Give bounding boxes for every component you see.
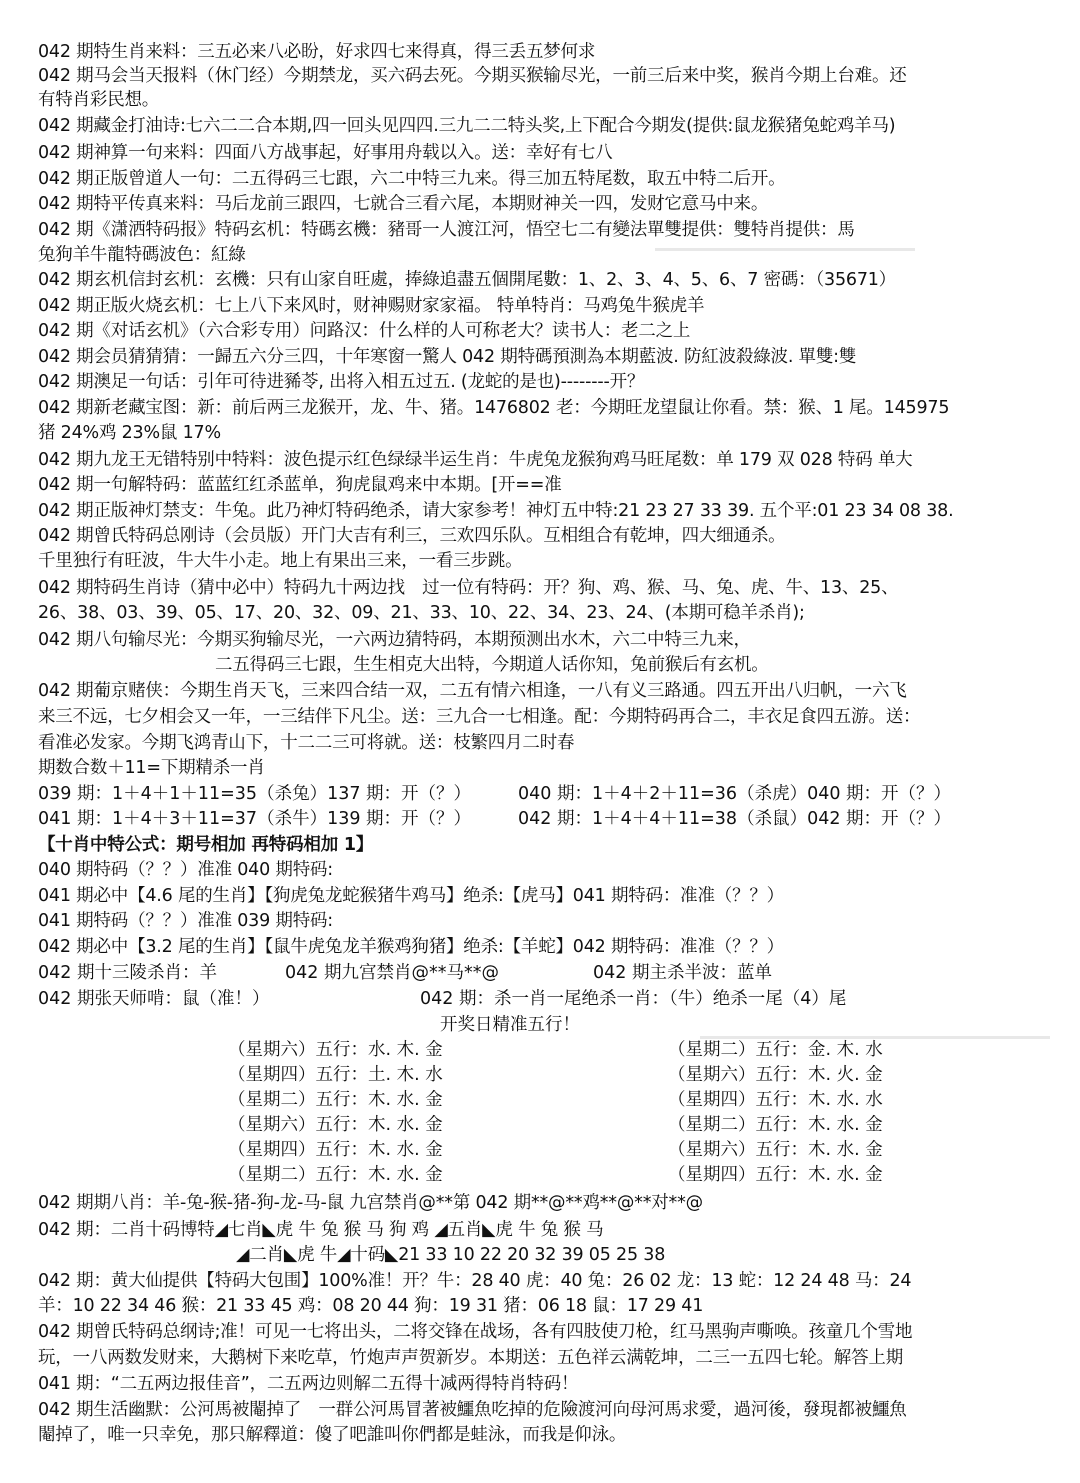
text-line: 042 期八句输尽光：今期买狗输尽光，一六两边猜特码，本期预测出水木，六二中特三九来， bbox=[38, 630, 751, 650]
calc-left: 039 期：1＋4＋1＋11=35（杀兔）137 期：开（？） bbox=[38, 784, 472, 804]
wuxing-right-row: （星期六）五行：木. 水. 金 bbox=[668, 1140, 883, 1160]
wuxing-right-row: （星期四）五行：木. 水. 金 bbox=[668, 1165, 883, 1185]
text-line: 042 期《潇洒特码报》特码玄机：特碼玄機：豬哥一人渡江河，悟空七二有變法單雙提供：雙特肖提供：馬 bbox=[38, 220, 855, 240]
text-line: 26、38、03、39、05、17、20、32、09、21、33、10、22、34、23、24、(本期可稳羊杀肖); bbox=[38, 603, 805, 623]
text-line: ◢二肖◣虎 牛◢十码◣21 33 10 22 20 32 39 05 25 38 bbox=[236, 1245, 666, 1265]
text-line: 兔狗羊牛龍特碼波色：紅綠 bbox=[38, 245, 246, 265]
text-line: 042 期会员猜猜猜：一歸五六分三四，十年寒窗一驚人 042 期特碼預測為本期藍波. 防紅波殺綠波. 單雙:雙 bbox=[38, 347, 857, 367]
text-line: 看准必发家。今期飞鸿青山下，十二二三可将就。送：枝繁四月二时春 bbox=[38, 733, 575, 753]
text-line: 042 期澳足一句话：引年可待进豨苓, 出将入相五过五. (龙蛇的是也)--------开？ bbox=[38, 372, 645, 392]
wuxing-left-row: （星期六）五行：水. 木. 金 bbox=[228, 1040, 443, 1060]
text-line: 羊：10 22 34 46 猴：21 33 45 鸡：08 20 44 狗：19 31 猪：06 18 鼠：17 29 41 bbox=[38, 1296, 704, 1316]
text-line: 041 期必中【4.6 尾的生肖】【狗虎兔龙蛇猴猪牛鸡马】绝杀:【虎马】041 期特码：准准（？？） bbox=[38, 886, 784, 906]
text-line: 042 期正版神灯禁支：牛兔。此乃神灯特码绝杀，请大家参考！神灯五中特:21 23 27 33 39. 五个平:01 23 34 08 38. bbox=[38, 501, 954, 521]
wuxing-right-row: （星期二）五行：木. 水. 金 bbox=[668, 1115, 883, 1135]
wuxing-left-row: （星期六）五行：木. 水. 金 bbox=[228, 1115, 443, 1135]
text-line: 042 期特码生肖诗（猜中必中）特码九十两边找 过一位有特码：开？狗、鸡、猴、马、兔、虎、牛、13、25、 bbox=[38, 578, 899, 598]
text-line: 042 期《对话玄机》（六合彩专用）问路汉：什么样的人可称老大？读书人：老二之上 bbox=[38, 321, 691, 341]
text-line: 042 期九龙王无错特别中特料：波色提示红色绿绿半运生肖：牛虎兔龙猴狗鸡马旺尾数：单 179 双 028 特码 单大 bbox=[38, 450, 913, 470]
wuxing-right-row: （星期二）五行：金. 木. 水 bbox=[668, 1040, 883, 1060]
forbidden-zodiac: 042 期九宫禁肖@**马**@ bbox=[285, 963, 499, 983]
text-line: 有特肖彩民想。 bbox=[38, 90, 160, 110]
text-line: 期数合数＋11=下期精杀一肖 bbox=[38, 758, 265, 778]
text-line: 042 期特生肖来料：三五必来八必盼，好求四七来得真，得三丢五梦何求 bbox=[38, 42, 596, 62]
text-line: 二五得码三七跟，生生相克大出特，今期道人话你知，兔前猴后有玄机。 bbox=[215, 655, 769, 675]
text-line: 042 期曾氏特码总纲诗;准！可见一七将出头，二将交锋在战场，各有四肢使刀枪，红马黑驹声嘶唤。孩童几个雪地 bbox=[38, 1322, 913, 1342]
text-line: 041 期特码（？？）准准 039 期特码: bbox=[38, 911, 333, 931]
formula-heading: 【十肖中特公式：期号相加 再特码相加 1】 bbox=[38, 835, 374, 855]
calc-right: 040 期：1＋4＋2＋11=36（杀虎）040 期：开（？） bbox=[518, 784, 952, 804]
text-line: 閹掉了，唯一只幸免，那只解釋道：傻了吧誰叫你們都是蛙泳，而我是仰泳。 bbox=[38, 1425, 627, 1445]
wuxing-left-row: （星期二）五行：木. 水. 金 bbox=[228, 1165, 443, 1185]
kill-wave: 042 期主杀半波：蓝单 bbox=[593, 963, 772, 983]
text-line: 042 期玄机信封玄机：玄機：只有山家自旺處，捧綠追盡五個開尾數：1、2、3、4、5、6、7 密碼：（35671） bbox=[38, 270, 896, 290]
wuxing-right-row: （星期四）五行：木. 水. 水 bbox=[668, 1090, 883, 1110]
text-line: 042 期曾氏特码总刚诗（会员版）开门大吉有利三，三欢四乐队。互相组合有乾坤，四大细通杀。 bbox=[38, 526, 786, 546]
kill-tail-line: 042 期：杀一肖一尾绝杀一肖：（牛）绝杀一尾（4）尾 bbox=[420, 989, 847, 1009]
text-line: 042 期新老藏宝图：新：前后两三龙猴开，龙、牛、猪。1476802 老：今期旺龙望鼠让你看。禁：猴、1 尾。145975 bbox=[38, 398, 950, 418]
wuxing-left-row: （星期四）五行：木. 水. 金 bbox=[228, 1140, 443, 1160]
text-line: 042 期生活幽默：公河馬被閹掉了 一群公河馬冒著被鱷魚吃掉的危險渡河向母河馬求愛，過河後，發現都被鱷魚 bbox=[38, 1400, 907, 1420]
text-line: 040 期特码（？？）准准 040 期特码: bbox=[38, 860, 333, 880]
text-line: 千里独行有旺波，牛大牛小走。地上有果出三来，一看三步跳。 bbox=[38, 551, 523, 571]
text-line: 042 期葡京赌侠：今期生肖天飞，三来四合结一双，二五有情六相逢，一八有义三路通。四五开出八归帆，一六飞 bbox=[38, 681, 907, 701]
calc-right: 042 期：1＋4＋4＋11=38（杀鼠）042 期：开（？） bbox=[518, 809, 952, 829]
text-line: 042 期藏金打油诗:七六二二合本期,四一回头见四四.三九二二特头奖,上下配合今期发(提供:鼠龙猴猪兔蛇鸡羊马) bbox=[38, 116, 896, 136]
text-line: 042 期神算一句来料：四面八方战事起，好事用舟载以入。送：幸好有七八 bbox=[38, 143, 613, 163]
text-line: 042 期：黄大仙提供【特码大包围】100%准！开？牛：28 40 虎：40 兔：26 02 龙：13 蛇：12 24 48 马：24 bbox=[38, 1271, 912, 1291]
kill-zodiac: 042 期十三陵杀肖：羊 bbox=[38, 963, 217, 983]
text-line: 042 期一句解特码：蓝蓝红红杀蓝单，狗虎鼠鸡来中本期。[开==准 bbox=[38, 475, 562, 495]
text-line: 042 期：二肖十码博特◢七肖◣虎 牛 兔 猴 马 狗 鸡 ◢五肖◣虎 牛 兔 猴 马 bbox=[38, 1220, 604, 1240]
zhang-line: 042 期张天师啃：鼠（准！） bbox=[38, 989, 270, 1009]
text-line: 来三不远，七夕相会又一年，一三结伴下凡尘。送：三九合一七相逢。配：今期特码再合二，丰衣足食四五游。送： bbox=[38, 707, 921, 727]
text-line: 042 期期八肖：羊-兔-猴-猪-狗-龙-马-鼠 九宫禁肖@**第 042 期**@**鸡**@**对**@ bbox=[38, 1193, 703, 1213]
wuxing-left-row: （星期二）五行：木. 水. 金 bbox=[228, 1090, 443, 1110]
text-line: 042 期正版曾道人一句：二五得码三七跟，六二中特三九来。得三加五特尾数，取五中特二后开。 bbox=[38, 169, 786, 189]
text-line: 042 期必中【3.2 尾的生肖】【鼠牛虎兔龙羊猴鸡狗猪】绝杀:【羊蛇】042 期特码：准准（？？） bbox=[38, 937, 784, 957]
wuxing-title: 开奖日精准五行！ bbox=[440, 1015, 580, 1035]
text-line: 042 期马会当天报料（休门经）今期禁龙，买六码去死。今期买猴输尽光，一前三后来中奖，猴肖今期上台难。还 bbox=[38, 66, 907, 86]
text-line: 042 期特平传真来料：马后龙前三跟四，七就合三看六尾，本期财神关一四，发财它意马中来。 bbox=[38, 194, 769, 214]
text-line: 041 期：“二五两边报佳音”，二五两边则解二五得十减两得特肖特码！ bbox=[38, 1374, 579, 1394]
text-line: 玩，一八两数发财来，大鹅树下来吃草，竹炮声声贺新岁。本期送：五色祥云满乾坤，二三一五四七轮。解答上期 bbox=[38, 1348, 903, 1368]
wuxing-left-row: （星期四）五行：土. 木. 水 bbox=[228, 1065, 443, 1085]
wuxing-right-row: （星期六）五行：木. 火. 金 bbox=[668, 1065, 883, 1085]
calc-left: 041 期：1＋4＋3＋11=37（杀牛）139 期：开（？） bbox=[38, 809, 472, 829]
text-line: 猪 24%鸡 23%鼠 17% bbox=[38, 423, 221, 443]
text-line: 042 期正版火烧玄机：七上八下来风时，财神赐财家家福。 特单特肖：马鸡兔牛猴虎羊 bbox=[38, 296, 705, 316]
